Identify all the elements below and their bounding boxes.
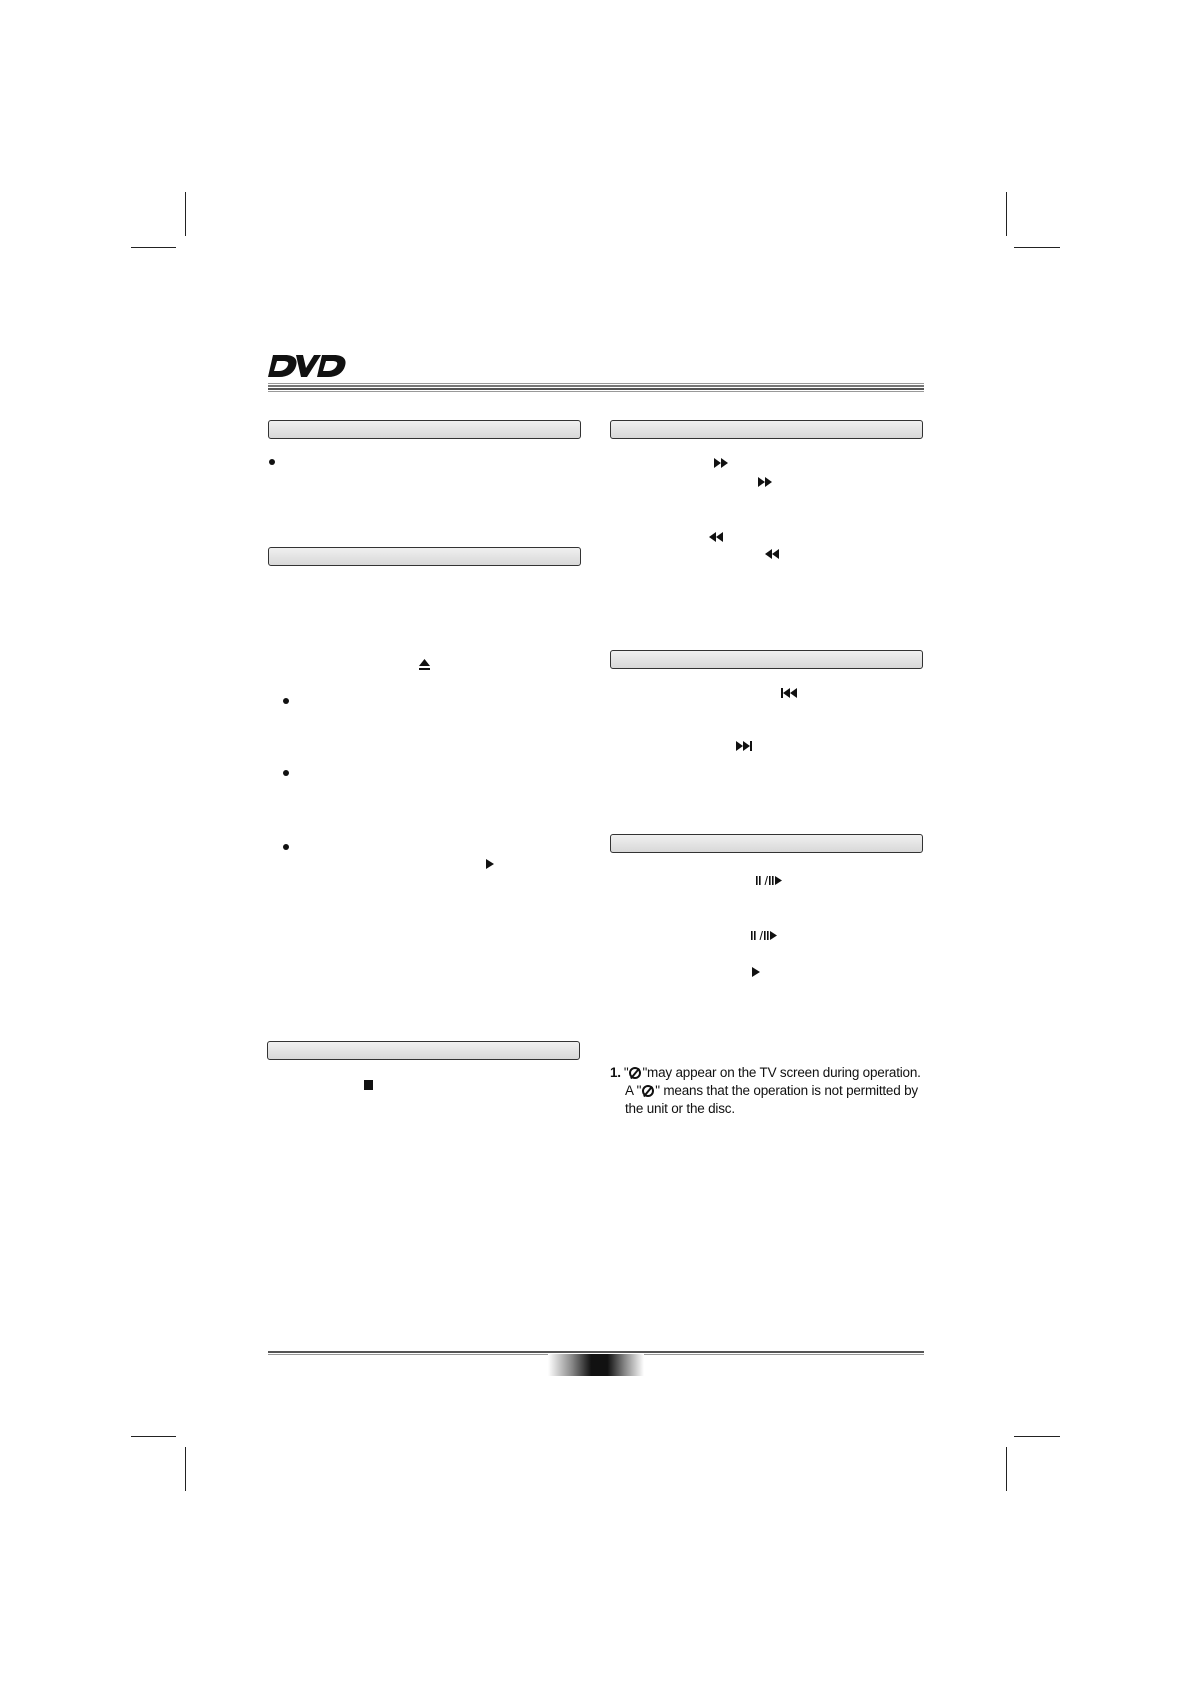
- note-line-2: [610, 1082, 940, 1100]
- bullet-left-1: [269, 459, 275, 465]
- note-line-2-text: " means that the operation is not permitted by: [655, 1083, 918, 1098]
- footer-rule-1: [268, 1351, 924, 1353]
- header-rule-4: [268, 391, 924, 392]
- note-line-1-text: "may appear on the TV screen during operation.: [642, 1065, 921, 1080]
- play-icon: [752, 967, 760, 977]
- fast-forward-icon: [714, 458, 729, 468]
- crop-mark-bottom-left-horizontal: [131, 1436, 176, 1437]
- section-box-right-2: [610, 650, 923, 669]
- note-1: [610, 1064, 940, 1118]
- header-rule-3: [268, 388, 924, 390]
- crop-mark-top-left-vertical: [185, 192, 186, 236]
- dvd-logo: [268, 354, 348, 378]
- play-icon: [486, 859, 494, 869]
- crop-mark-top-right-vertical: [1006, 192, 1007, 236]
- section-box-left-3: [267, 1041, 580, 1060]
- section-box-left-2: [268, 547, 581, 566]
- note-line-2-pre: A ": [625, 1083, 642, 1098]
- section-box-right-3: [610, 834, 923, 853]
- bullet-left-4: [283, 844, 289, 850]
- previous-icon: [781, 688, 798, 698]
- prohibited-icon: [629, 1067, 641, 1079]
- section-box-left-1: [268, 420, 581, 439]
- eject-icon: [419, 659, 430, 671]
- crop-mark-bottom-left-vertical: [185, 1447, 186, 1491]
- crop-mark-bottom-right-vertical: [1006, 1447, 1007, 1491]
- header-rule-1: [268, 383, 924, 384]
- pause-step-icon: [751, 931, 777, 940]
- fast-forward-icon: [758, 477, 773, 487]
- note-quote-open: ": [623, 1065, 629, 1080]
- header-rule-2: [268, 385, 924, 387]
- bullet-left-2: [283, 698, 289, 704]
- note-line-3: the unit or the disc.: [625, 1101, 735, 1116]
- fast-reverse-icon: [765, 549, 780, 559]
- crop-mark-bottom-right-horizontal: [1014, 1436, 1060, 1437]
- note-number: 1.: [610, 1065, 621, 1080]
- section-box-right-1: [610, 420, 923, 439]
- page-number-tab: [548, 1354, 644, 1376]
- stop-icon: [364, 1080, 373, 1090]
- prohibited-icon: [642, 1085, 654, 1097]
- note-line-1: [610, 1064, 940, 1082]
- crop-mark-top-left-horizontal: [131, 247, 176, 248]
- pause-step-icon: [756, 876, 782, 885]
- crop-mark-top-right-horizontal: [1014, 247, 1060, 248]
- bullet-left-3: [283, 770, 289, 776]
- fast-reverse-icon: [709, 532, 724, 542]
- next-icon: [736, 741, 753, 751]
